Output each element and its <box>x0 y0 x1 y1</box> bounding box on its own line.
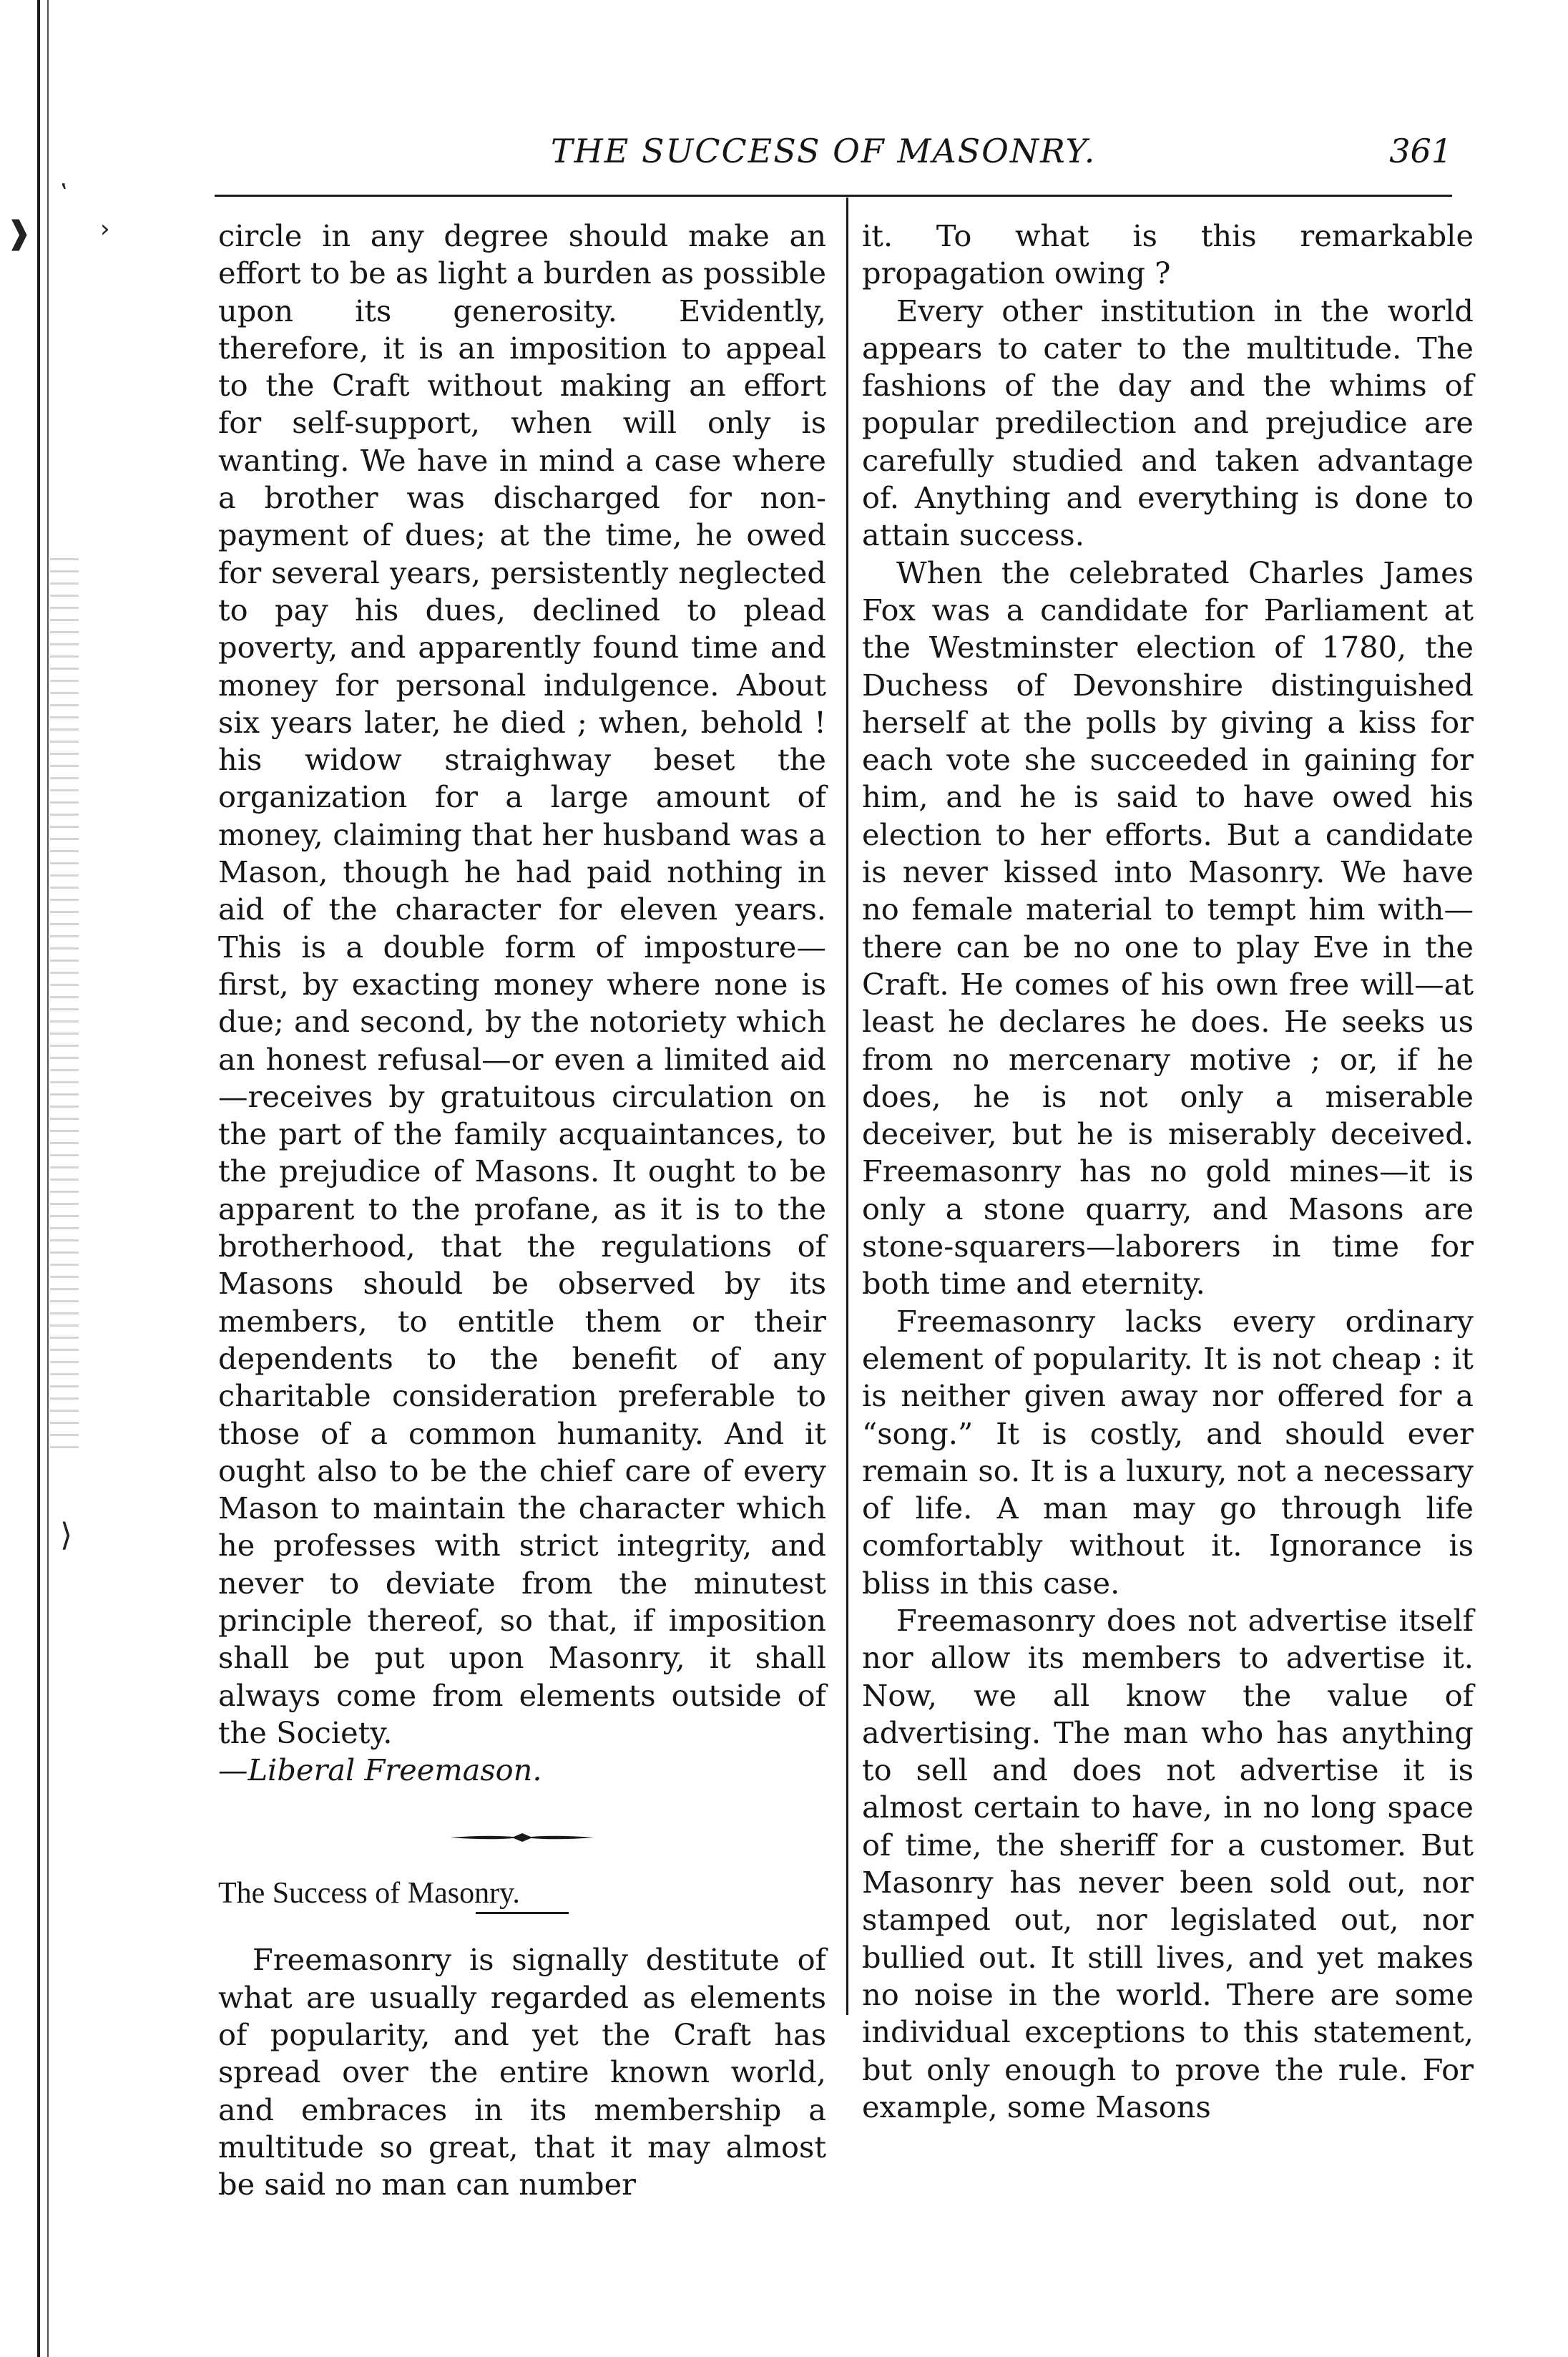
section-title: The Success of Masonry. <box>218 1877 520 1911</box>
title-rule <box>476 1912 569 1914</box>
paragraph: When the celebrated Charles James Fox was a candidate for Parliament at the Westminster election of 1780, the Duchess of Devonshire distinguished herself at the polls by giving a kiss for each vote she succeeded in gaining for him, and he is said to have owed his election to her efforts. But a candidate is never kissed into Masonry. We have no female material to tempt him with—there can be no one to play Eve in the Craft. He comes of his own free will—at least he declares he does. He seeks us from no mercenary motive ; or, if he does, he is not only a miserable deceiver, but he is miserably deceived. Freemasonry has no gold mines—it is only a stone quarry, and Masons are stone-squarers—laborers in time for both time and eternity. <box>862 555 1474 1302</box>
continued-paragraph: circle in any degree should make an effort to be as light a burden as possible upon its generosity. Evidently, therefore, it is an imposition to appeal to the Craft without making an effort for self-support, when will only is wanting. We have in mind a case where a brother was discharged for non-payment of dues; at the time, he owed for several years, persistently neglected to pay his dues, declined to plead poverty, and apparently found time and money for personal indulgence. About six years later, he died ; when, behold ! his widow straighway beset the organization for a large amount of money, claiming that her husband was a Mason, though he had paid nothing in aid of the character for eleven years. This is a double form of imposture—first, by exacting money where none is due; and second, by the notoriety which an honest refusal—or even a limited aid —receives by gratuitous circulation on the part of the family acquaintances, to the prejudice of Masons. It ought to be apparent to the profane, as it is to the brotherhood, that the regulations of Masons should be observed by its members, to entitle them or their dependents to the benefit of any charitable consideration preferable to those of a common humanity. And it ought also to be the chief care of every Mason to maintain the character which he professes with strict integrity, and never to deviate from the minutest principle thereof, so that, if imposition shall be put upon Masonry, it shall always come from elements outside of the Society. <box>218 218 827 1750</box>
edge-mark: ⟩ <box>60 1517 73 1553</box>
header-rule <box>215 195 1452 197</box>
paragraph: Freemasonry does not advertise itself nor allow its members to advertise it. Now, we all know the value of advertising. The man who has anything to sell and does not advertise it is almost certain to have, in no long space of time, the sheriff for a customer. But Masonry has never been sold out, nor stamped out, nor legislated out, nor bullied out. It still lives, and yet makes no noise in the world. There are some individual exceptions to this statement, but only enough to prove the rule. For example, some Masons <box>862 1602 1474 2124</box>
paragraph: Freemasonry lacks every ordinary element of popularity. It is not cheap : it is neither given away nor offered for a “song.” It is costly, and should ever remain so. It is a luxury, not a necessary of life. A man may go through life comfortably without it. Ignorance is bliss in this case. <box>862 1303 1474 1601</box>
page-edge-specks <box>50 558 79 1453</box>
ornament-divider <box>451 1832 594 1843</box>
edge-mark: ❱ <box>6 215 32 251</box>
paragraph: it. To what is this remarkable propagation owing ? <box>862 218 1474 291</box>
source-attribution: —Liberal Freemason. <box>218 1752 542 1788</box>
column-divider <box>846 197 848 2015</box>
binding-edge-inner <box>47 0 49 2357</box>
page-header <box>215 129 1474 180</box>
running-title: THE SUCCESS OF MASONRY. <box>551 132 1097 170</box>
binding-edge <box>37 0 40 2357</box>
left-column <box>218 218 826 2204</box>
article-paragraph: Freemasonry is signally destitute of what are usually regarded as elements of popularity, and yet the Craft has spread over the entire known world, and embraces in its membership a multitude so great, that it may almost be said no man can number <box>218 1942 826 2202</box>
page-number: 361 <box>1389 132 1452 170</box>
edge-mark: ‛ <box>60 179 68 208</box>
right-column <box>862 218 1474 2126</box>
paragraph: Every other institution in the world appears to cater to the multitude. The fashions of the day and the whims of popular predilection and prejudice are carefully studied and taken advantage of. Anything and everything is done to attain success. <box>862 293 1474 553</box>
edge-mark: › <box>100 215 110 243</box>
